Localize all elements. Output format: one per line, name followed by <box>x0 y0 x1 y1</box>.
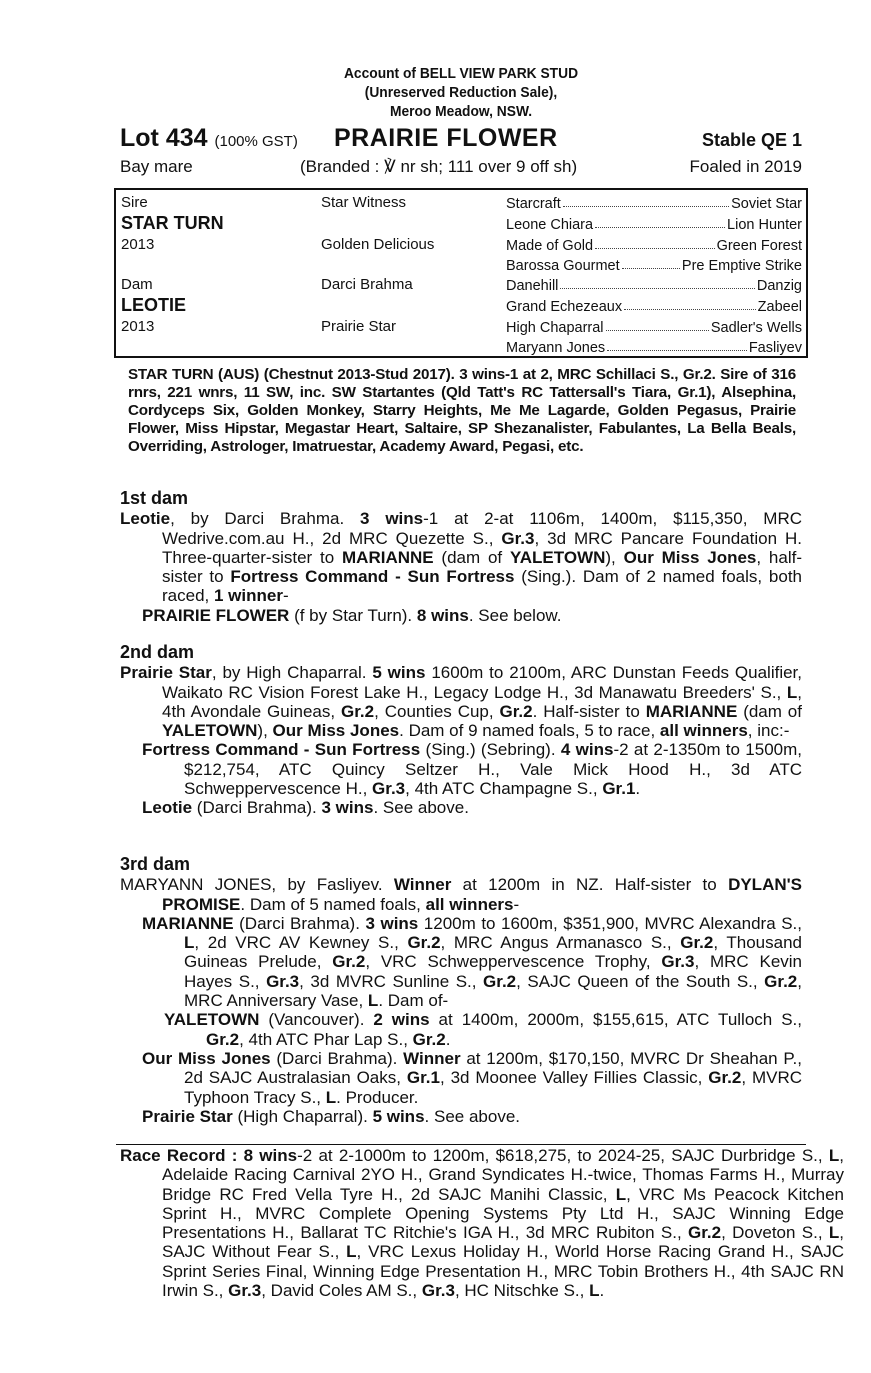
lot-subline <box>120 157 802 179</box>
bold-text: Gr.2 <box>206 1029 240 1049</box>
pedigree-table <box>114 188 808 358</box>
bold-text: Gr.2 <box>332 952 366 972</box>
divider <box>116 1144 806 1145</box>
text-run: . Dam of 5 named foals, <box>240 894 426 914</box>
produce-entry <box>120 1049 802 1107</box>
text-run: ), <box>257 721 273 741</box>
bold-text: 4 wins <box>560 740 614 760</box>
bold-text: Our Miss Jones <box>623 547 757 567</box>
bold-text: Gr.2 <box>407 933 441 953</box>
ancestor-left: Danehill <box>506 278 559 294</box>
location-line: Meroo Meadow, NSW. <box>389 103 533 120</box>
bold-text: Gr.2 <box>688 1223 722 1243</box>
lot-number-block <box>120 124 298 153</box>
bold-text: Our Miss Jones <box>272 721 400 741</box>
bold-text: YALETOWN <box>162 721 258 741</box>
text-run: (Darci Brahma). <box>192 798 322 818</box>
bold-text: MARIANNE <box>645 701 738 721</box>
bold-text: 1 winner <box>213 586 283 606</box>
text-run: at 1400m, 2000m, $155,615, ATC Tulloch S., <box>429 1010 802 1030</box>
ancestor-row <box>506 254 802 274</box>
text-run: . <box>599 1281 605 1301</box>
section-title: 3rd dam <box>120 854 191 874</box>
bold-text: Fortress Command - Sun Fortress <box>230 567 515 587</box>
text-run: , MRC Anniversary Vase, <box>184 971 802 1011</box>
sire-name: STAR TURN <box>121 213 224 233</box>
text-run: - <box>282 586 289 606</box>
ancestor-row <box>506 234 802 254</box>
bold-text: Race Record : 8 wins <box>120 1146 298 1165</box>
text-run: (f by Star Turn). <box>289 605 417 625</box>
sire-summary: STAR TURN (AUS) (Chestnut 2013-Stud 2017). 3 wins-1 at 2, MRC Schillaci S., Gr.2. Sire of 316 rnrs, 221 wnrs, 11 SW, inc. SW Startantes (Qld Tatt's RC Tattersall's Tiara, Gr.1), Alsephina, Cordyceps Six, Golden Monkey, Starry Heights, Me Me Lagarde, Golden Pegasus, Prairie Flower, Miss Hipstar, Megastar Heart, Saltaire, SP Shezanalister, Fabulantes, La Bella Beals, Overriding, Astrologer, Imatruestar, Academy Award, Pegasi, etc. <box>128 366 796 455</box>
text-run: , Counties Cup, <box>374 701 500 721</box>
bold-text: Gr.2 <box>680 933 714 953</box>
text-run: , half-sister to <box>162 547 802 587</box>
produce-entry <box>120 740 802 798</box>
ancestor-right: Soviet Star <box>731 196 802 212</box>
text-run: , MVRC Typhoon Tracy S., <box>184 1068 803 1107</box>
leader-dots <box>595 248 715 249</box>
text-run: , David Coles AM S., <box>261 1281 422 1301</box>
leader-dots <box>622 268 680 269</box>
dam-sire: Darci Brahma <box>321 276 413 293</box>
ancestor-left: Starcraft <box>506 196 561 212</box>
text-run: , 3d MVRC Sunline S., <box>299 971 484 991</box>
text-run: , VRC Schweppervescence Trophy, <box>365 952 662 972</box>
text-run: (Darci Brahma). <box>270 1048 404 1068</box>
leader-dots <box>606 330 709 331</box>
text-run: ), <box>605 547 624 567</box>
produce-entry <box>120 606 802 625</box>
ancestor-left: Maryann Jones <box>506 340 606 356</box>
first-dam-section <box>120 489 802 625</box>
bold-text: Prairie Star <box>142 1106 233 1126</box>
foaled-year: Foaled in 2019 <box>689 157 802 176</box>
text-run: . Half-sister to <box>532 701 646 721</box>
text-run: , MRC Kevin Hayes S., <box>184 952 802 991</box>
bold-text: 3 wins <box>321 798 374 818</box>
produce-entry <box>120 1010 802 1049</box>
gst-note: (100% GST) <box>214 133 298 150</box>
bold-text: Gr.2 <box>341 701 375 721</box>
bold-text: Leotie <box>120 509 171 529</box>
text-run: , 3d MRC Pancare Foundation H. Three-quarter-sister to <box>162 528 802 567</box>
text-run: (dam of <box>737 701 802 721</box>
ancestor-row <box>506 213 802 233</box>
text-run: -2 at 2-1350m to 1500m, $212,754, ATC Quincy Seltzer H., Vale Mick Hood H., 3d ATC Schweppervescence H., <box>184 740 802 799</box>
section-title: 1st dam <box>120 488 189 508</box>
sire-sire: Star Witness <box>321 194 407 211</box>
bold-text: 5 wins <box>372 1106 425 1126</box>
ancestor-left: High Chaparral <box>506 320 604 336</box>
text-run: , 4th Avondale Guineas, <box>162 682 802 721</box>
bold-text: Gr.2 <box>764 971 798 991</box>
horse-name: PRAIRIE FLOWER <box>334 124 558 152</box>
bold-text: L <box>786 682 798 702</box>
bold-text: YALETOWN <box>509 547 606 567</box>
bold-text: Gr.2 <box>412 1029 446 1049</box>
text-run: 1200m to 1600m, $351,900, MVRC Alexandra S., <box>418 913 802 933</box>
text-run: , by High Chaparral. <box>211 663 373 683</box>
text-run: (dam of <box>433 547 510 567</box>
section-title: 2nd dam <box>120 642 195 662</box>
ancestor-row <box>506 295 802 315</box>
dam-name: LEOTIE <box>121 295 187 315</box>
bold-text: Gr.3 <box>372 779 406 799</box>
ancestor-right: Fasliyev <box>748 340 802 356</box>
leader-dots <box>595 227 725 228</box>
produce-entry <box>120 798 802 817</box>
text-run: . See above. <box>424 1106 520 1126</box>
produce-entry <box>120 1107 802 1126</box>
second-dam-section <box>120 643 802 818</box>
bold-text: Gr.2 <box>708 1068 742 1088</box>
text-run: . See above. <box>373 798 469 818</box>
sire-dam: Golden Delicious <box>321 236 435 253</box>
ancestor-right: Pre Emptive Strike <box>681 258 802 274</box>
leader-dots <box>563 206 729 207</box>
sire-year: 2013 <box>121 236 155 253</box>
ancestor-left: Made of Gold <box>506 238 594 254</box>
ancestor-left: Leone Chiara <box>506 217 594 233</box>
bold-text: 8 wins <box>416 605 469 625</box>
text-run: , MRC Angus Armanasco S., <box>440 933 681 953</box>
text-run: (Sing.). Dam of 2 named foals, both raced, <box>162 567 802 606</box>
ancestor-left: Barossa Gourmet <box>506 258 620 274</box>
dam-paragraph <box>120 663 802 740</box>
lot-number: Lot 434 <box>120 124 208 152</box>
text-run: MARYANN JONES, by Fasliyev. <box>120 875 394 895</box>
brand-description: (Branded : ℣ nr sh; 111 over 9 off sh) <box>300 157 578 176</box>
ancestor-right: Zabeel <box>757 299 802 315</box>
text-run: at 1200m, $170,150, MVRC Dr Sheahan P., 2d SAJC Australasian Oaks, <box>184 1048 802 1088</box>
text-run: . Dam of- <box>378 991 449 1011</box>
produce-entry <box>120 914 802 1010</box>
ancestor-right: Sadler's Wells <box>710 320 802 336</box>
sale-type-line: (Unreserved Reduction Sale), <box>364 84 558 101</box>
bold-text: MARIANNE <box>342 547 434 567</box>
bold-text: Gr.3 <box>228 1281 262 1301</box>
text-run: , inc:- <box>747 721 790 741</box>
text-run: , 2d VRC AV Kewney S., <box>194 933 408 953</box>
bold-text: DYLAN'S PROMISE <box>162 875 802 914</box>
ancestor-row <box>506 274 802 294</box>
bold-text: L <box>184 933 195 953</box>
ancestor-row <box>506 192 802 212</box>
leader-dots <box>560 288 754 289</box>
text-run: (Vancouver). <box>259 1010 374 1030</box>
bold-text: Leotie <box>142 798 193 818</box>
text-run: (Sing.) (Sebring). <box>420 740 561 760</box>
bold-text: L <box>367 991 379 1011</box>
text-run: at 1200m in NZ. Half-sister to <box>451 875 729 895</box>
third-dam-section <box>120 855 802 1126</box>
bold-text: MARIANNE <box>142 913 234 933</box>
bold-text: Winner <box>403 1048 461 1068</box>
bold-text: Gr.1 <box>602 779 636 799</box>
bold-text: Prairie Star <box>120 663 212 683</box>
text-run: (Darci Brahma). <box>233 913 366 933</box>
leader-dots <box>607 350 747 351</box>
sire-label: Sire <box>121 194 148 211</box>
text-run: - <box>513 894 520 914</box>
text-run: 1600m to 2100m, ARC Dunstan Feeds Qualifier, Waikato RC Vision Forest Lake H., Legacy Lodge H., 3d Manawatu Breeders' S., <box>162 663 802 702</box>
bold-text: 3 wins <box>365 913 419 933</box>
text-run: -1 at 2-at 1106m, 1400m, $115,350, MRC Wedrive.com.au H., 2d MRC Quezette S., <box>162 509 802 548</box>
text-run: , 4th ATC Phar Lap S., <box>239 1029 413 1049</box>
text-run: , SAJC Without Fear S., <box>162 1223 845 1262</box>
bold-text: 3 wins <box>360 509 424 529</box>
ancestor-left: Grand Echezeaux <box>506 299 623 315</box>
bold-text: L <box>828 1146 840 1165</box>
text-run: . Producer. <box>336 1087 419 1107</box>
text-run: . <box>635 779 641 799</box>
text-run: -2 at 2-1000m to 1200m, $618,275, to 2024-25, SAJC Durbridge S., <box>297 1146 829 1165</box>
bold-text: YALETOWN <box>164 1010 260 1030</box>
stable-number: Stable QE 1 <box>701 130 802 150</box>
ancestor-right: Green Forest <box>716 238 802 254</box>
bold-text: 5 wins <box>372 663 426 683</box>
ancestor-right: Lion Hunter <box>727 217 802 233</box>
horse-sex: Bay mare <box>120 157 193 176</box>
text-run: , Thousand Guineas Prelude, <box>184 933 802 972</box>
race-record <box>120 1146 844 1300</box>
bold-text: Gr.3 <box>266 971 300 991</box>
ancestor-row <box>506 316 802 336</box>
bold-text: Gr.3 <box>421 1281 455 1301</box>
vendor-line: Account of BELL VIEW PARK STUD <box>343 65 579 82</box>
text-run: , HC Nitschke S., <box>454 1281 590 1301</box>
text-run: . Dam of 9 named foals, 5 to race, <box>399 721 660 741</box>
bold-text: Our Miss Jones <box>142 1048 271 1068</box>
text-run: . See below. <box>468 605 562 625</box>
text-run: . <box>445 1029 451 1049</box>
bold-text: L <box>828 1223 840 1243</box>
text-run: (High Chaparral). <box>232 1106 373 1126</box>
bold-text: 2 wins <box>373 1010 430 1030</box>
leader-dots <box>624 309 756 310</box>
text-run: , 4th ATC Champagne S., <box>405 779 603 799</box>
bold-text: L <box>346 1242 357 1262</box>
text-run: , Doveton S., <box>721 1223 829 1243</box>
bold-text: Winner <box>393 875 452 895</box>
ancestor-row <box>506 336 802 356</box>
text-run: , Adelaide Racing Carnival 2YO H., Grand Syndicates H.-twice, Thomas Farms H., Murray Bridge RC Fred Vella Tyre H., 2d SAJC Manihi Classic, <box>162 1146 844 1204</box>
text-run: , by Darci Brahma. <box>170 509 361 529</box>
bold-text: Gr.2 <box>499 701 533 721</box>
text-run: , VRC Lexus Holiday H., World Horse Racing Grand H., SAJC Sprint Series Final, Winning Edge Presentation H., MRC Tobin Brothers H., 4th SAJC RN Irwin S., <box>162 1242 844 1301</box>
dam-year: 2013 <box>121 318 155 335</box>
bold-text: Fortress Command - Sun Fortress <box>142 740 421 760</box>
vendor-header <box>147 64 774 121</box>
lot-title-line <box>120 124 802 156</box>
bold-text: all winners <box>425 894 514 914</box>
ancestor-right: Danzig <box>756 278 802 294</box>
bold-text: L <box>589 1281 600 1301</box>
text-run: , 3d Moonee Valley Fillies Classic, <box>439 1068 709 1088</box>
dam-label: Dam <box>121 276 153 293</box>
bold-text: PRAIRIE FLOWER <box>142 605 290 625</box>
dam-paragraph <box>120 875 802 914</box>
bold-text: L <box>325 1087 337 1107</box>
bold-text: Gr.2 <box>483 971 517 991</box>
bold-text: all winners <box>659 721 748 741</box>
dam-paragraph <box>120 509 802 605</box>
bold-text: Gr.1 <box>406 1068 440 1088</box>
text-run: , SAJC Queen of the South S., <box>516 971 765 991</box>
dam-dam: Prairie Star <box>321 318 397 335</box>
bold-text: Gr.3 <box>661 952 695 972</box>
bold-text: L <box>615 1184 627 1204</box>
bold-text: Gr.3 <box>501 528 535 548</box>
text-run: , VRC Ms Peacock Kitchen Sprint H., MVRC Complete Opening Systems Pty Ltd H., SAJC Winning Edge Presentations H., Ballarat TC Ritchie's IGA H., 3d MRC Rubiton S., <box>162 1184 844 1243</box>
